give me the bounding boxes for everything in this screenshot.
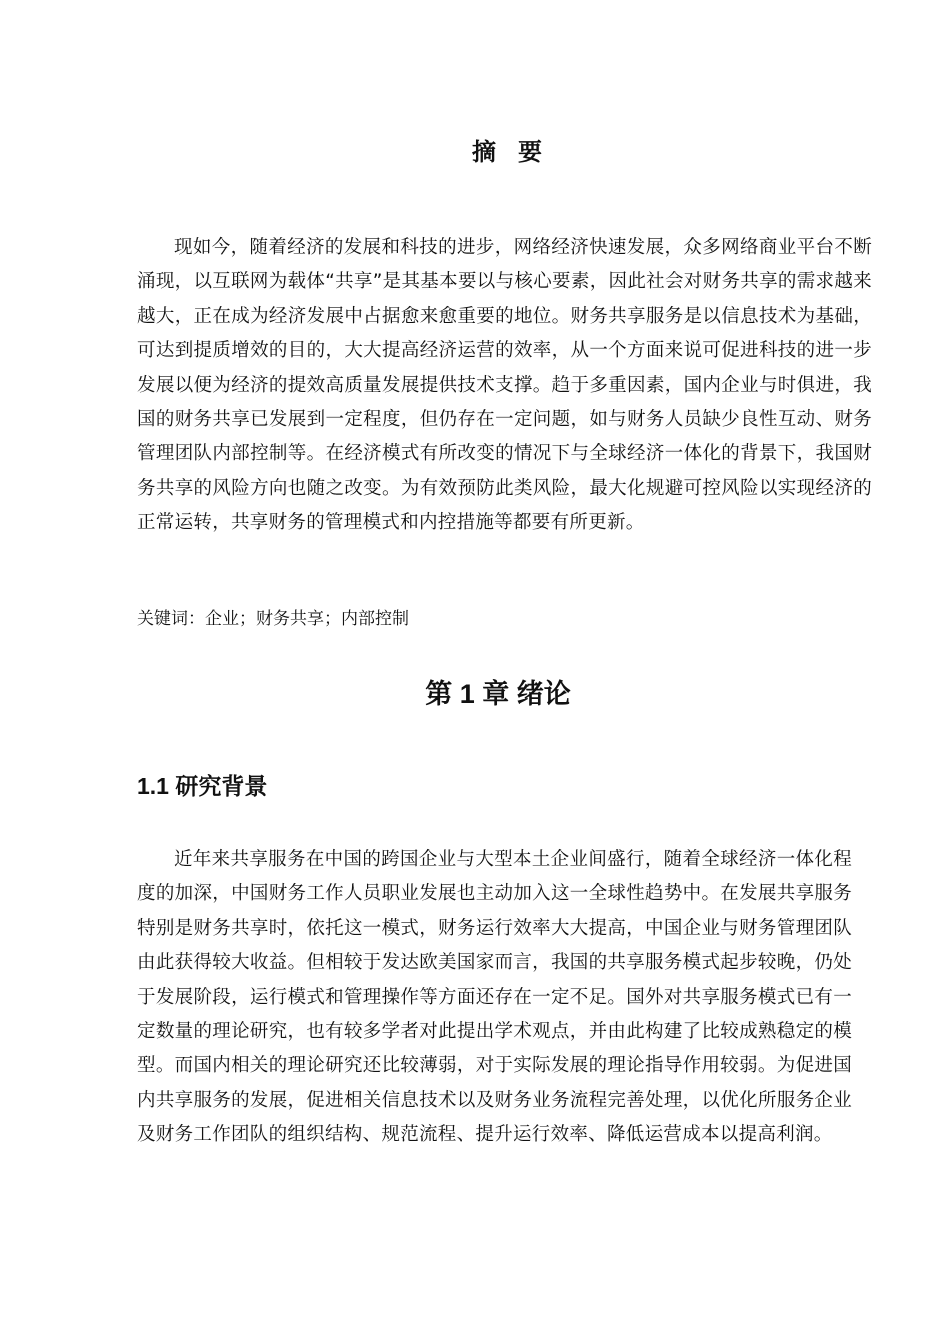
keywords-line: 关键词：企业；财务共享；内部控制 xyxy=(137,609,409,629)
chapter-title: 第 1 章 绪论 xyxy=(425,679,571,709)
abstract-body: 现如今，随着经济的发展和科技的进步，网络经济快速发展，众多网络商业平台不断涌现，以互联网为载体“共享”是其基本要以与核心要素，因此社会对财务共享的需求越来越大，正在成为经济发展中占据愈来愈重要的地位。财务共享服务是以信息技术为基础，可达到提质增效的目的，大大提高经济运营的效率，从一个方面来说可促进科技的进一步发展以便为经济的提效高质量发展提供技术支撑。趋于多重因素，国内企业与时俱进，我国的财务共享已发展到一定程度，但仍存在一定问题，如与财务人员缺少良性互动、财务管理团队内部控制等。在经济模式有所改变的情况下与全球经济一体化的背景下，我国财务共享的风险方向也随之改变。为有效预防此类风险，最大化规避可控风险以实现经济的正常运转，共享财务的管理模式和内控措施等都要有所更新。 xyxy=(137,237,872,534)
abstract-title: 摘要 xyxy=(472,138,564,166)
section-body: 近年来共享服务在中国的跨国企业与大型本土企业间盛行，随着全球经济一体化程度的加深，中国财务工作人员职业发展也主动加入这一全球性趋势中。在发展共享服务特别是财务共享时，依托这一模式，财务运行效率大大提高，中国企业与财务管理团队由此获得较大收益。但相较于发达欧美国家而言，我国的共享服务模式起步较晚，仍处于发展阶段，运行模式和管理操作等方面还存在一定不足。国外对共享服务模式已有一定数量的理论研究，也有较多学者对此提出学术观点，并由此构建了比较成熟稳定的模型。而国内相关的理论研究还比较薄弱，对于实际发展的理论指导作用较弱。为促进国内共享服务的发展，促进相关信息技术以及财务业务流程完善处理，以优化所服务企业及财务工作团队的组织结构、规范流程、提升运行效率、降低运营成本以提高利润。 xyxy=(137,849,852,1146)
section-title: 1.1 研究背景 xyxy=(137,773,268,799)
